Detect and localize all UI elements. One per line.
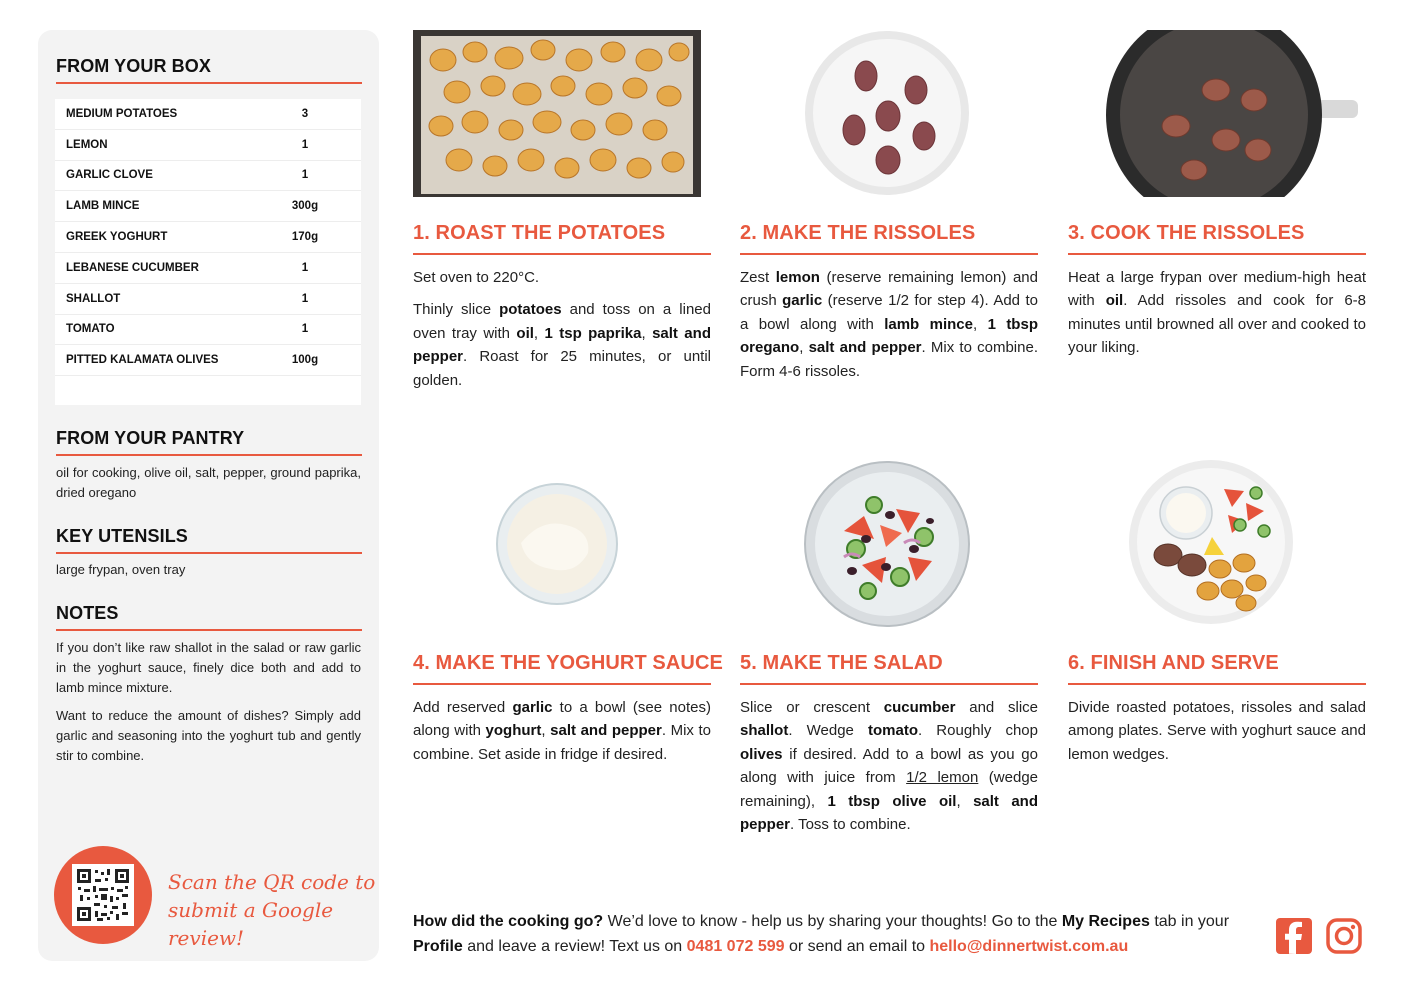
- ingredient-name: LAMB MINCE: [66, 200, 140, 213]
- ingredient-highlight: lemon: [775, 269, 820, 286]
- step-text: and toss on a lined oven tray with: [413, 301, 711, 342]
- step-paragraph: [413, 298, 711, 392]
- ingredient-row: [55, 284, 361, 315]
- footer-text: My Recipes: [1061, 913, 1150, 930]
- ingredient-highlight: potatoes: [499, 301, 562, 319]
- qr-caption: [168, 868, 379, 952]
- ingredient-highlight: olives: [740, 745, 783, 763]
- step-text: Slice or crescent: [740, 699, 884, 716]
- step-text: Set oven to 220°C.: [413, 269, 540, 286]
- step-text: ,: [533, 324, 545, 342]
- final-plate-photo: [1128, 459, 1294, 625]
- step-text: ,: [541, 722, 551, 740]
- utensils-text: large frypan, oven tray: [56, 562, 186, 577]
- notes-paragraph: If you don’t like raw shallot in the salad or raw garlic in the yoghurt sauce, finely dice both and add to lamb mince mixture.: [56, 640, 361, 695]
- step-title: 2. MAKE THE RISSOLES: [740, 222, 976, 244]
- ingredient-quantity: 1: [301, 138, 309, 151]
- ingredient-quantity: 100g: [291, 354, 319, 367]
- ingredient-name: GARLIC CLOVE: [66, 169, 153, 182]
- step-paragraph: [413, 266, 711, 289]
- step-rule: [740, 253, 1038, 255]
- ingredient-name: LEBANESE CUCUMBER: [66, 261, 199, 274]
- ingredient-highlight: salt and pepper: [550, 722, 662, 740]
- utensils-heading: KEY UTENSILS: [56, 526, 188, 546]
- pantry-text: oil for cooking, olive oil, salt, pepper, ground paprika, dried oregano: [56, 465, 361, 500]
- step-rule: [413, 253, 711, 255]
- notes-heading: NOTES: [56, 603, 119, 623]
- step-paragraph: [1068, 266, 1366, 360]
- ingredient-highlight: 1 tbsp oregano: [740, 315, 1038, 357]
- ingredient-highlight: oil: [1105, 292, 1124, 310]
- ingredient-quantity: 3: [301, 107, 309, 120]
- step-text: . Roughly chop: [918, 722, 1038, 740]
- step-rule: [413, 683, 711, 685]
- step-rule: [1068, 253, 1366, 255]
- ingredient-highlight: 1 tsp paprika: [544, 324, 642, 342]
- step-text: Zest: [740, 269, 776, 286]
- qr-caption-line: Scan the QR code to: [168, 870, 376, 894]
- ingredient-name: LEMON: [66, 138, 108, 151]
- step-text: ,: [972, 315, 988, 333]
- ingredient-highlight: garlic: [512, 699, 553, 716]
- step-text: . Roast for 25 minutes, or until golden.: [413, 348, 711, 389]
- ingredient-highlight: cucumber: [883, 699, 956, 716]
- ingredient-highlight: salt and pepper: [808, 339, 922, 357]
- step-text: (reserve remaining lemon) and crush: [740, 269, 1038, 310]
- ingredient-highlight: yoghurt: [485, 722, 542, 740]
- raw-rissoles-photo: [804, 30, 970, 196]
- footer-text: and leave a review! Text us on: [462, 938, 687, 955]
- email-link[interactable]: hello@dinnertwist.com.au: [929, 938, 1129, 955]
- qr-code-icon[interactable]: [72, 864, 134, 926]
- ingredient-row: [55, 161, 361, 192]
- ingredient-highlight: oil: [516, 324, 534, 342]
- ingredient-highlight: garlic: [782, 292, 823, 310]
- step-paragraph: [740, 696, 1038, 836]
- ingredient-highlight: 1 tbsp olive oil: [827, 792, 957, 810]
- footer-text: tab in your: [1149, 913, 1230, 930]
- ingredient-name: SHALLOT: [66, 292, 121, 305]
- ingredient-highlight: lamb mince: [884, 315, 973, 333]
- ingredient-quantity: 1: [301, 169, 309, 182]
- step-text: . Mix to combine. Form 4-6 rissoles.: [740, 339, 1038, 380]
- ingredient-quantity: 1: [301, 323, 309, 336]
- ingredient-name: PITTED KALAMATA OLIVES: [66, 354, 219, 367]
- ingredient-quantity: 1: [301, 292, 309, 305]
- step-text: . Add rissoles and cook for 6-8 minutes until browned all over and cooked to your liking.: [1068, 292, 1366, 357]
- step-title: 5. MAKE THE SALAD: [740, 652, 943, 674]
- step-text: (wedge remaining),: [740, 769, 1038, 810]
- step-text: ,: [956, 792, 974, 810]
- pantry-heading: FROM YOUR PANTRY: [56, 428, 245, 448]
- step-paragraph: [1068, 696, 1366, 766]
- step-text: Divide roasted potatoes, rissoles and salad among plates. Serve with yoghurt sauce and lemon wedges.: [1068, 699, 1366, 763]
- roast-potatoes-photo: [413, 30, 701, 197]
- step-title: 4. MAKE THE YOGHURT SAUCE: [413, 652, 723, 674]
- step-body: [740, 696, 1038, 845]
- ingredient-name: MEDIUM POTATOES: [66, 107, 178, 120]
- step-text: ,: [799, 339, 809, 357]
- ingredient-row: [55, 99, 361, 130]
- heading-rule: [56, 82, 362, 84]
- ingredient-name: TOMATO: [66, 323, 115, 336]
- footer-text: Profile: [413, 938, 463, 955]
- step-text: 1/2 lemon: [906, 769, 979, 787]
- step-text: Thinly slice: [413, 301, 500, 319]
- step-text: . Wedge: [788, 722, 869, 740]
- step-text: . Mix to combine. Set aside in fridge if desired.: [413, 722, 712, 763]
- qr-caption-line: submit a Google review!: [168, 898, 334, 950]
- ingredient-highlight: salt and pepper: [413, 324, 711, 366]
- step-text: if desired. Add to a bowl as you go along with juice from: [740, 745, 1038, 787]
- step-rule: [740, 683, 1038, 685]
- step-text: ,: [641, 324, 653, 342]
- footer-text: How did the cooking go?: [413, 913, 604, 930]
- step-text: . Toss to combine.: [790, 816, 911, 834]
- ingredient-quantity: 300g: [291, 200, 319, 213]
- facebook-icon[interactable]: [1276, 918, 1312, 954]
- footer-text: or send an email to: [784, 938, 930, 955]
- ingredient-row: [55, 253, 361, 284]
- step-text: and slice: [955, 699, 1039, 716]
- feedback-footer: [413, 909, 1263, 959]
- ingredient-quantity: 1: [301, 261, 309, 274]
- step-text: (reserve 1/2 for step 4). Add to a bowl along with: [740, 292, 1038, 333]
- ingredient-row: [55, 315, 361, 346]
- step-body: [413, 266, 711, 401]
- instagram-icon[interactable]: [1326, 918, 1362, 954]
- ingredient-highlight: tomato: [868, 722, 919, 740]
- step-body: [740, 266, 1038, 392]
- ingredient-row: [55, 191, 361, 222]
- step-body: [1068, 266, 1366, 369]
- ingredient-row: [55, 130, 361, 161]
- step-rule: [1068, 683, 1366, 685]
- step-title: 1. ROAST THE POTATOES: [413, 222, 666, 244]
- ingredient-row: [55, 222, 361, 253]
- footer-text: We’d love to know - help us by sharing your thoughts! Go to the: [603, 913, 1062, 930]
- ingredients-sidebar: [38, 30, 379, 961]
- ingredient-quantity: 170g: [291, 231, 319, 244]
- heading-rule: [56, 552, 362, 554]
- qr-code-badge[interactable]: [54, 846, 152, 944]
- box-heading: FROM YOUR BOX: [56, 56, 211, 76]
- yoghurt-sauce-photo: [496, 483, 618, 605]
- notes-paragraph: Want to reduce the amount of dishes? Simply add garlic and seasoning into the yoghurt tub and gently stir to combine.: [56, 708, 361, 763]
- step-paragraph: [740, 266, 1038, 383]
- step-text: to a bowl (see notes) along with: [413, 699, 711, 740]
- ingredient-highlight: salt and pepper: [740, 792, 1039, 834]
- heading-rule: [56, 629, 362, 631]
- frypan-rissoles-photo: [1106, 30, 1358, 197]
- step-title: 6. FINISH AND SERVE: [1068, 652, 1279, 674]
- ingredient-table: [55, 99, 361, 405]
- step-text: Heat a large frypan over medium-high heat with: [1068, 269, 1366, 310]
- phone-link[interactable]: 0481 072 599: [686, 938, 785, 955]
- ingredient-row: [55, 345, 361, 376]
- step-body: [1068, 696, 1366, 775]
- heading-rule: [56, 454, 362, 456]
- salad-photo: [804, 461, 970, 627]
- ingredient-name: GREEK YOGHURT: [66, 231, 168, 244]
- step-text: Add reserved: [413, 699, 513, 716]
- step-title: 3. COOK THE RISSOLES: [1068, 222, 1305, 244]
- ingredient-highlight: shallot: [740, 722, 789, 740]
- step-paragraph: [413, 696, 711, 766]
- step-body: [413, 696, 711, 775]
